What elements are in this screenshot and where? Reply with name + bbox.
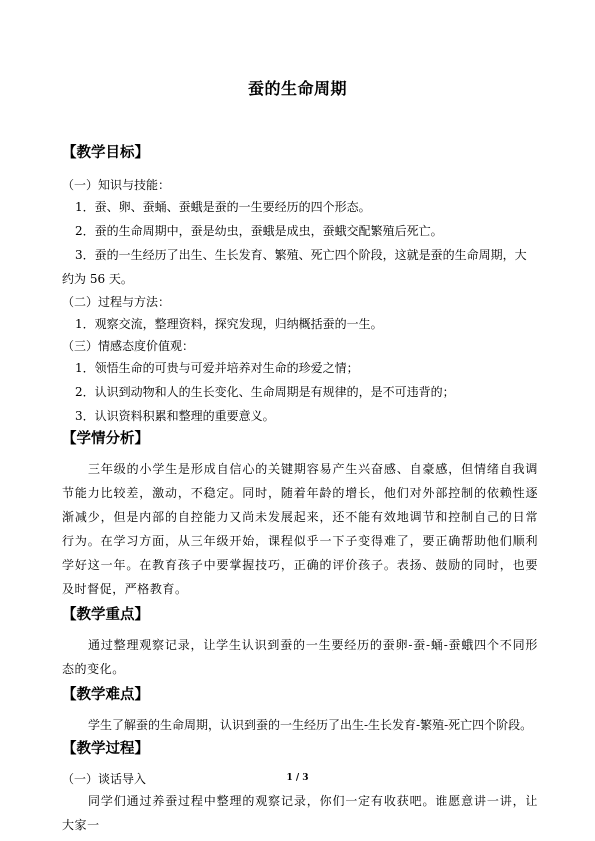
subsection-title: （一）谈话导入 — [62, 772, 147, 786]
section-difficulties — [62, 685, 538, 737]
paragraph: 同学们通过养蚕过程中整理的观察记录，你们一定有收获吧。谁愿意讲一讲，让大家一 — [62, 794, 538, 832]
subsection-title: （二）过程与方法： — [62, 295, 171, 309]
section-heading: 【教学过程】 — [62, 741, 149, 757]
list-item: 3．蚕的一生经历了出生、生长发育、繁殖、死亡四个阶段，这就是蚕的生命周期，大约为 56 天。 — [62, 248, 527, 286]
document-content — [62, 143, 538, 837]
paragraph: 三年级的小学生是形成自信心的关键期容易产生兴奋感、自豪感，但情绪自我调节能力比较差，激动，不稳定。同时，随着年龄的增长，他们对外部控制的依赖性逐渐减少，但是内部的自控能力又尚未发展起来，还不能有效地调节和控制自己的日常行为。在学习方面，从三年级开始，课程似乎一下子变得难了，要正确帮助他们顺利学好这一年。在教育孩子中要掌握技巧，正确的评价孩子。表扬、鼓励的同时，也要及时督促，严格教育。 — [62, 462, 538, 596]
list-item: 2．认识到动物和人的生长变化、生命周期是有规律的，是不可违背的； — [75, 385, 455, 399]
section-heading: 【学情分析】 — [62, 431, 149, 447]
section-learning-analysis — [62, 429, 538, 601]
list-item: 1．领悟生命的可贵与可爱并培养对生命的珍爱之情； — [75, 361, 359, 375]
paragraph: 学生了解蚕的生命周期，认识到蚕的一生经历了出生-生长发育-繁殖-死亡四个阶段。 — [88, 718, 533, 732]
list-item: 2．蚕的生命周期中，蚕是幼虫，蚕蛾是成虫，蚕蛾交配繁殖后死亡。 — [75, 224, 443, 238]
list-item: 1．蚕、卵、蚕蛹、蚕蛾是蚕的一生要经历的四个形态。 — [75, 200, 371, 214]
section-key-points — [62, 605, 538, 681]
section-heading: 【教学重点】 — [62, 607, 149, 623]
page-title: 蚕的生命周期 — [247, 79, 347, 98]
paragraph: 通过整理观察记录，让学生认识到蚕的一生要经历的蚕卵-蚕-蛹-蚕蛾四个不同形态的变化。 — [62, 638, 538, 676]
page-number: 1 / 3 — [286, 773, 309, 783]
section-heading: 【教学难点】 — [62, 687, 149, 703]
section-teaching-process — [62, 739, 538, 837]
list-item: 1．观察交流，整理资料，探究发现，归纳概括蚕的一生。 — [75, 317, 383, 331]
list-item: 3．认识资料积累和整理的重要意义。 — [75, 409, 275, 423]
subsection-title: （三）情感态度价值观： — [62, 339, 195, 353]
subsection-title: （一）知识与技能： — [62, 178, 171, 192]
section-teaching-goals — [62, 143, 538, 424]
section-heading: 【教学目标】 — [62, 145, 149, 161]
